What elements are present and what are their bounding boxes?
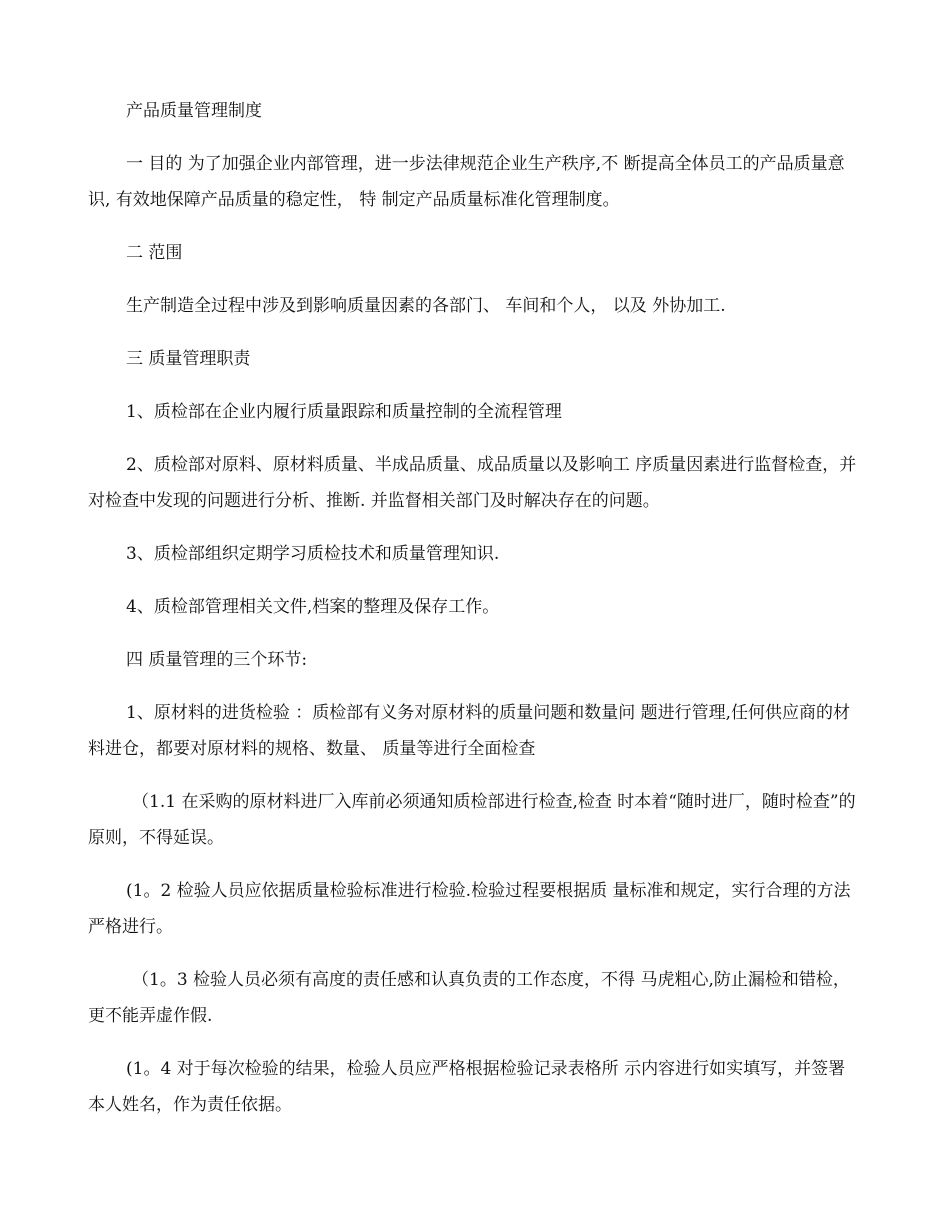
link-item-1: 1、原材料的进货检验 ：质检部有义务对原材料的质量问题和数量问 题进行管理,任何供应商的材料进仓，都要对原材料的规格、数量、 质量等进行全面检查 [88, 703, 851, 759]
document-body [88, 93, 858, 1139]
section-scope-heading: 二 范围 [126, 243, 183, 263]
duty-item-3: 3、质检部组织定期学习质检技术和质量管理知识. [126, 544, 500, 564]
duty-item-4: 4、质检部管理相关文件,档案的整理及保存工作。 [126, 597, 500, 617]
sub-item-1-4: (1。4 对于每次检验的结果，检验人员应严格根据检验记录表格所 示内容进行如实填写，并签署本人姓名，作为责任依据。 [88, 1059, 846, 1115]
sub-item-1-3: （1。3 检验人员必须有高度的责任感和认真负责的工作态度，不得 马虎粗心,防止漏检和错检，更不能弄虚作假. [88, 970, 850, 1026]
section-purpose: 一 目的 为了加强企业内部管理，进一步法律规范企业生产秩序,不 断提高全体员工的产品质量意识, 有效地保障产品质量的稳定性， 特 制定产品质量标准化管理制度。 [88, 154, 845, 210]
section-scope-text: 生产制造全过程中涉及到影响质量因素的各部门、 车间和个人， 以及 外协加工. [126, 296, 726, 316]
section-duties-heading: 三 质量管理职责 [126, 349, 251, 369]
sub-item-1-2: (1。2 检验人员应依据质量检验标准进行检验.检验过程要根据质 量标准和规定，实行合理的方法严格进行。 [88, 881, 851, 937]
duty-item-1: 1、质检部在企业内履行质量跟踪和质量控制的全流程管理 [126, 402, 562, 422]
document-title: 产品质量管理制度 [126, 101, 262, 121]
duty-item-2: 2、质检部对原料、原材料质量、半成品质量、成品质量以及影响工 序质量因素进行监督检查，并对检查中发现的问题进行分析、推断. 并监督相关部门及时解决存在的问题。 [88, 455, 857, 511]
section-links-heading: 四 质量管理的三个环节: [126, 650, 308, 670]
sub-item-1-1: （1.1 在采购的原材料进厂入库前必须通知质检部进行检查,检查 时本着“随时进厂，随时检查”的原则，不得延误。 [88, 792, 856, 848]
